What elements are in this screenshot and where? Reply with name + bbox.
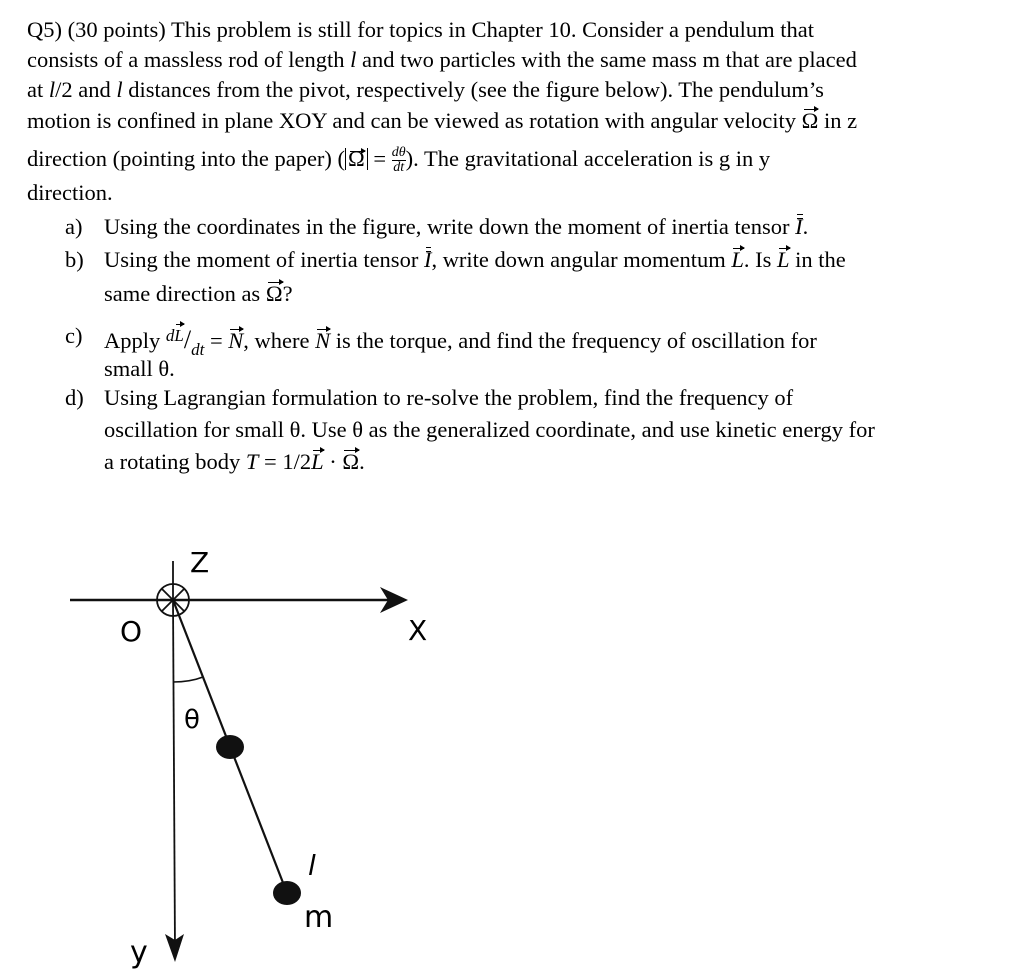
math-symbol: N [315, 326, 330, 356]
y-axis [173, 600, 175, 950]
text-segment: . [359, 449, 365, 474]
y-label: y [130, 935, 148, 970]
text-segment: Apply [104, 328, 166, 353]
math-symbol: Ω [266, 279, 283, 309]
text-segment: consists of a massless rod of length [27, 47, 351, 72]
text-segment: Q5) (30 points) This problem is still for topics in Chapter 10. Consider a pendulum that [27, 17, 814, 42]
text-segment: Using the coordinates in the figure, write down the moment of inertia tensor [104, 214, 796, 239]
math-symbol: L [174, 321, 183, 351]
text-segment: small θ. [104, 356, 175, 381]
mass-half-length [216, 735, 244, 759]
text-segment: . [802, 214, 809, 239]
text-segment: distances from the pivot, respectively (see the figure below). The pendulum’s [122, 77, 824, 102]
text-segment: at [27, 77, 49, 102]
math-symbol: d [165, 326, 175, 345]
text-segment: Using the moment of inertia tensor [104, 247, 424, 272]
text-segment: ). The gravitational acceleration is g in y [405, 146, 771, 171]
text-segment: oscillation for small θ. Use θ as the generalized coordinate, and use kinetic energy for [104, 417, 875, 442]
text-segment: , where [243, 328, 316, 353]
text-segment: is the torque, and find the frequency of oscillation for [330, 328, 817, 353]
math-symbol: Ω [342, 447, 359, 477]
text-segment: . Is [743, 247, 778, 272]
item-label-b: b) [65, 247, 84, 272]
theta-arc [173, 677, 203, 682]
math-symbol: L [777, 245, 790, 275]
math-symbol: I [795, 212, 803, 242]
math-symbol: l [116, 77, 123, 102]
math-symbol: dt [191, 340, 205, 359]
math-symbol: T [245, 449, 259, 474]
text-segment: in the [789, 247, 846, 272]
text-segment: same direction as [104, 281, 266, 306]
text-segment: in z [818, 108, 858, 133]
text-segment: direction. [27, 180, 113, 205]
math-symbol: N [228, 326, 243, 356]
math-symbol: l [350, 47, 357, 72]
length-label: l [308, 849, 316, 882]
text-segment: = 1/2 [258, 449, 312, 474]
math-symbol: dθ [391, 145, 406, 161]
origin-label: O [120, 615, 143, 648]
z-label: Z [190, 546, 210, 579]
mass-full-length [273, 881, 301, 905]
math-symbol: dt [393, 160, 405, 176]
math-symbol: / [183, 325, 192, 354]
text-segment: direction (pointing into the paper) ( [27, 146, 346, 171]
text-segment: Using Lagrangian formulation to re-solve the problem, find the frequency of [104, 385, 794, 410]
math-symbol: l [48, 77, 56, 102]
text-segment: /2 and [55, 77, 117, 102]
mass-label: m [304, 900, 334, 935]
x-label: X [408, 614, 428, 647]
math-symbol: Ω [348, 146, 365, 171]
item-label-c: c) [65, 323, 83, 348]
text-segment: = [367, 146, 392, 171]
text-segment: · [323, 449, 343, 474]
text-segment: and two particles with the same mass m that are placed [356, 47, 857, 72]
math-symbol: Ω [802, 106, 819, 136]
text-segment: a rotating body [104, 449, 246, 474]
math-symbol: L [311, 447, 324, 477]
text-segment: = [204, 328, 229, 353]
math-symbol: L [731, 245, 744, 275]
text-segment: motion is confined in plane XOY and can be viewed as rotation with angular velocity [27, 108, 802, 133]
theta-label: θ [184, 705, 200, 735]
item-label-d: d) [65, 385, 84, 410]
math-symbol: I [424, 245, 432, 275]
text-segment: , write down angular momentum [431, 247, 732, 272]
text-segment: ? [282, 281, 293, 306]
item-label-a: a) [65, 214, 83, 239]
